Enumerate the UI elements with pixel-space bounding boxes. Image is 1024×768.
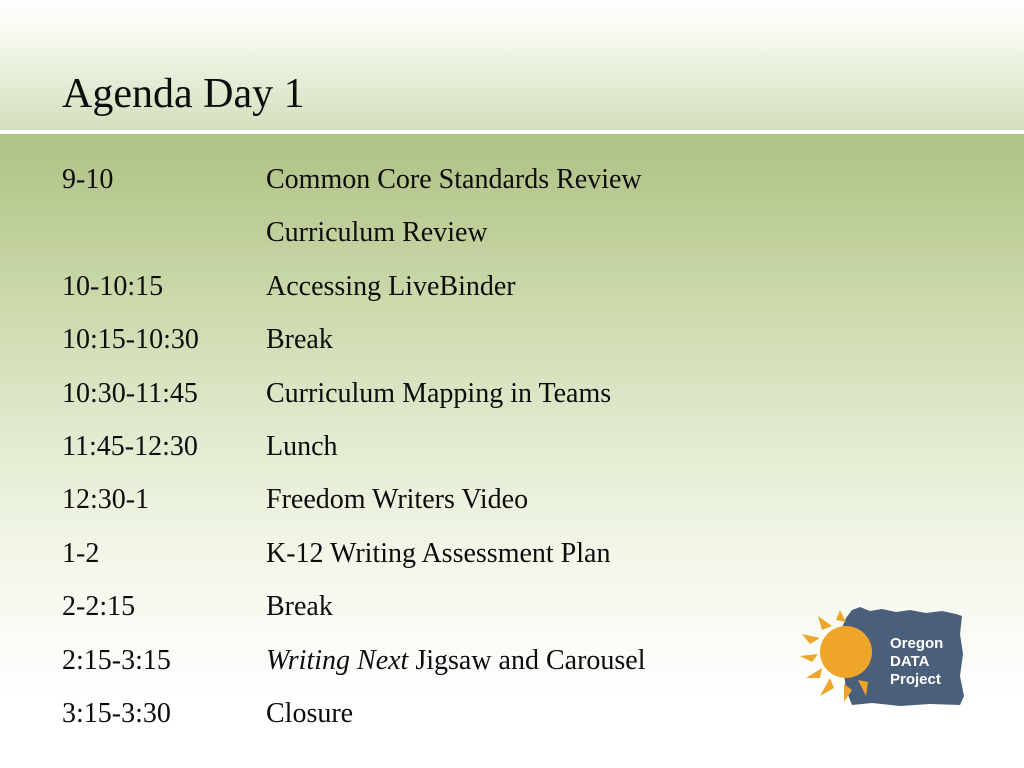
agenda-row <box>62 425 782 478</box>
agenda-list <box>62 158 782 745</box>
logo-text-project: Project <box>890 671 941 688</box>
agenda-row <box>62 585 782 638</box>
agenda-row <box>62 639 782 692</box>
logo-text-data: DATA <box>890 653 930 670</box>
agenda-row <box>62 211 782 264</box>
title-divider <box>0 130 1024 134</box>
agenda-item: K-12 Writing Assessment Plan <box>266 537 611 569</box>
sun-icon <box>820 626 872 678</box>
agenda-row <box>62 265 782 318</box>
agenda-time: 10:30-11:45 <box>62 377 198 409</box>
agenda-time: 3:15-3:30 <box>62 697 171 729</box>
agenda-item: Lunch <box>266 430 338 462</box>
agenda-item: Curriculum Review <box>266 217 488 249</box>
agenda-item: Closure <box>266 697 354 729</box>
logo-text-oregon: Oregon <box>890 635 944 652</box>
agenda-row <box>62 692 782 745</box>
agenda-row <box>62 158 782 211</box>
agenda-time: 10:15-10:30 <box>62 324 199 356</box>
agenda-item: Common Core Standards Review <box>266 164 642 195</box>
agenda-time: 12:30-1 <box>62 484 150 516</box>
agenda-item <box>266 639 646 683</box>
agenda-item: Freedom Writers Video <box>266 484 529 516</box>
slide-title: Agenda Day 1 <box>62 71 305 117</box>
agenda-time: 1-2 <box>62 537 100 569</box>
agenda-time: 11:45-12:30 <box>62 430 198 462</box>
agenda-item-italic: Writing Next <box>266 644 409 676</box>
agenda-time: 2-2:15 <box>62 591 136 623</box>
agenda-item: Break <box>266 324 333 356</box>
agenda-time: 2:15-3:15 <box>62 644 171 676</box>
agenda-row <box>62 318 782 371</box>
agenda-row <box>62 478 782 531</box>
agenda-row <box>62 532 782 585</box>
agenda-time: 10-10:15 <box>62 270 164 302</box>
agenda-item: Accessing LiveBinder <box>266 270 516 302</box>
oregon-data-project-logo <box>800 604 968 708</box>
agenda-time: 9-10 <box>62 164 114 195</box>
agenda-row <box>62 372 782 425</box>
agenda-item: Curriculum Mapping in Teams <box>266 377 612 409</box>
logo-graphic <box>800 604 968 708</box>
agenda-item-rest: Jigsaw and Carousel <box>408 644 646 676</box>
agenda-item: Break <box>266 591 333 623</box>
